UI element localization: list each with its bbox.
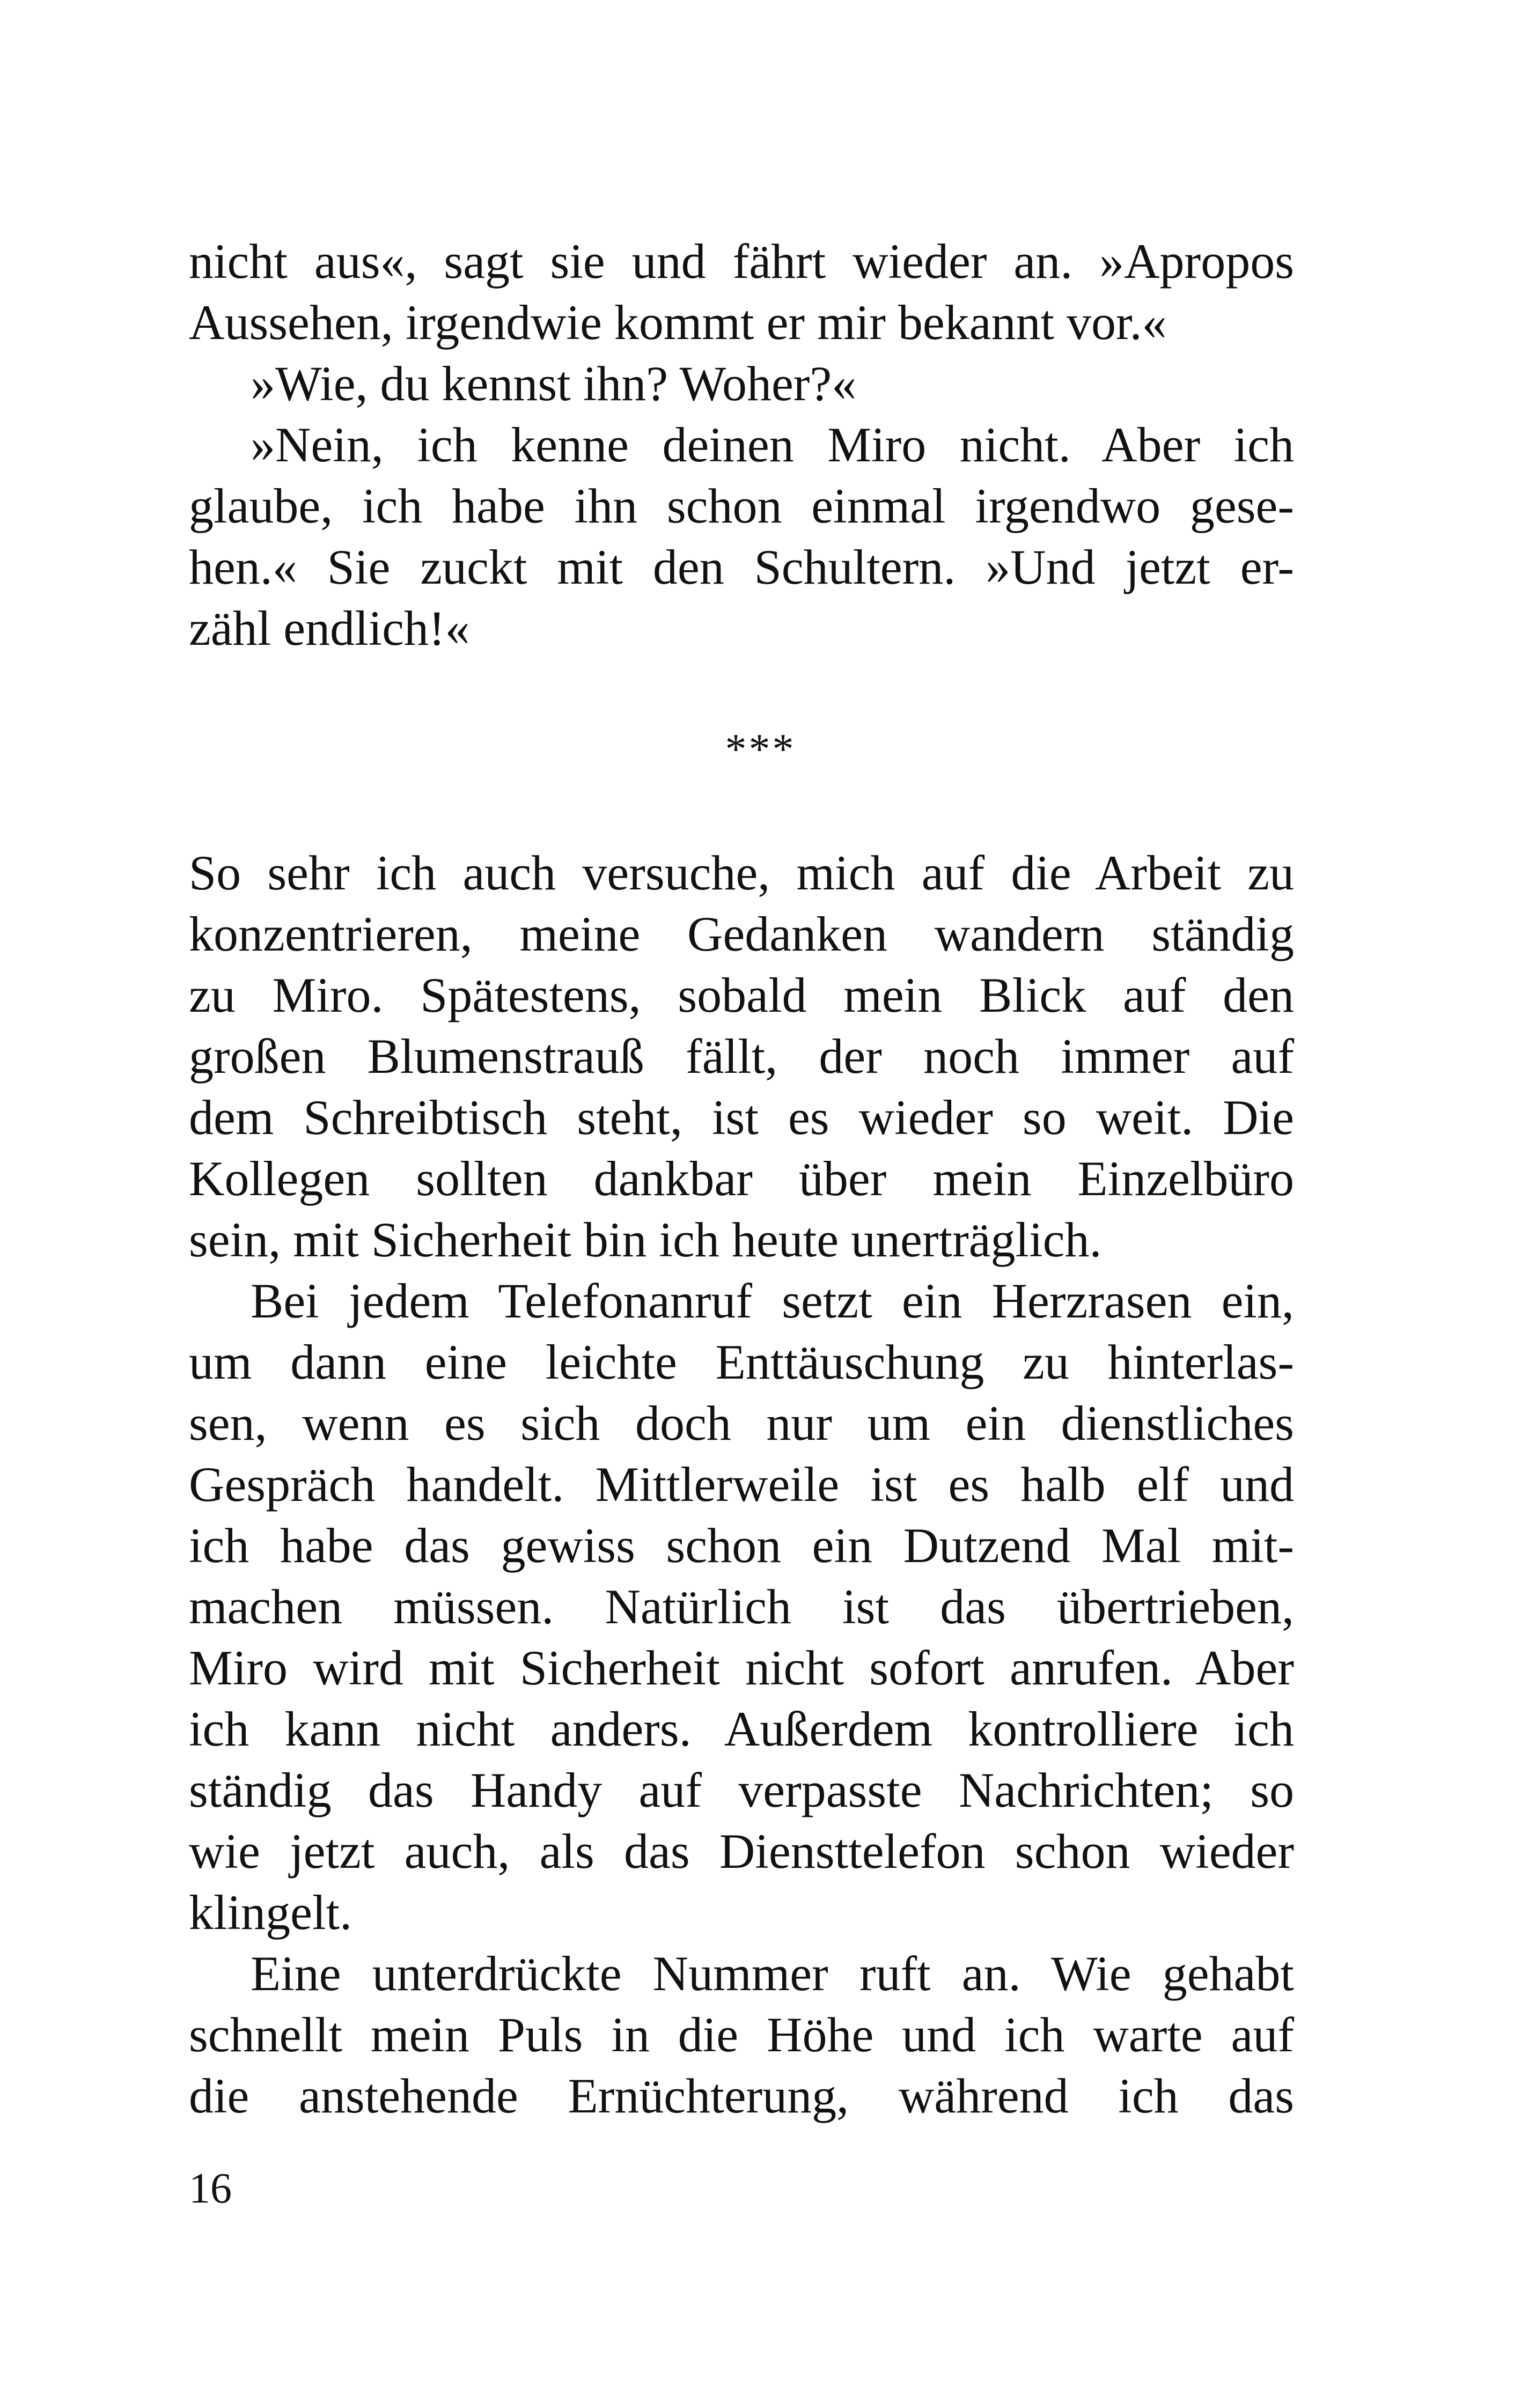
text-line: sein, mit Sicherheit bin ich heute unerträglich. — [189, 1212, 1102, 1267]
text-line: Kollegen sollten dankbar über mein Einzelbüro — [189, 1151, 1294, 1206]
text-line: großen Blumenstrauß fällt, der noch immer auf — [189, 1029, 1294, 1084]
text-line: sen, wenn es sich doch nur um ein dienstliches — [189, 1396, 1294, 1450]
text-line: Gespräch handelt. Mittlerweile ist es halb elf und — [189, 1457, 1294, 1512]
text-line: ich kann nicht anders. Außerdem kontrolliere ich — [189, 1702, 1294, 1756]
text-line: Miro wird mit Sicherheit nicht sofort anrufen. Aber — [189, 1640, 1294, 1695]
text-line: »Wie, du kennst ihn? Woher?« — [251, 356, 857, 411]
text-line: ich habe das gewiss schon ein Dutzend Mal mit- — [189, 1518, 1294, 1573]
text-block-main — [189, 842, 1294, 2126]
text-line: um dann eine leichte Enttäuschung zu hinterlas- — [189, 1335, 1294, 1389]
text-line: klingelt. — [189, 1885, 352, 1940]
text-line: Eine unterdrückte Nummer ruft an. Wie gehabt — [251, 1946, 1294, 2001]
text-line: schnellt mein Puls in die Höhe und ich warte auf — [189, 2007, 1294, 2062]
text-line: Aussehen, irgendwie kommt er mir bekannt vor.« — [189, 295, 1167, 350]
text-line: konzentrieren, meine Gedanken wandern ständig — [189, 907, 1294, 961]
text-line: »Nein, ich kenne deinen Miro nicht. Aber ich — [251, 417, 1294, 472]
page-number: 16 — [189, 2165, 232, 2212]
text-line: glaube, ich habe ihn schon einmal irgendwo gese- — [189, 478, 1294, 533]
text-line: dem Schreibtisch steht, ist es wieder so weit. Die — [189, 1090, 1294, 1145]
text-line: ständig das Handy auf verpasste Nachrichten; so — [189, 1763, 1294, 1817]
text-line: wie jetzt auch, als das Diensttelefon schon wieder — [189, 1824, 1294, 1879]
text-line: nicht aus«, sagt sie und fährt wieder an. »Apropos — [189, 234, 1294, 289]
text-line: So sehr ich auch versuche, mich auf die Arbeit zu — [189, 845, 1294, 900]
section-separator: *** — [725, 726, 796, 773]
text-line: zähl endlich!« — [189, 601, 470, 656]
text-line: zu Miro. Spätestens, sobald mein Blick auf den — [189, 968, 1294, 1022]
text-line: die anstehende Ernüchterung, während ich das — [189, 2068, 1294, 2123]
text-block-top — [189, 231, 1294, 659]
text-line: hen.« Sie zuckt mit den Schultern. »Und jetzt er- — [189, 540, 1294, 594]
text-line: machen müssen. Natürlich ist das übertrieben, — [189, 1579, 1294, 1634]
text-line: Bei jedem Telefonanruf setzt ein Herzrasen ein, — [251, 1273, 1294, 1328]
